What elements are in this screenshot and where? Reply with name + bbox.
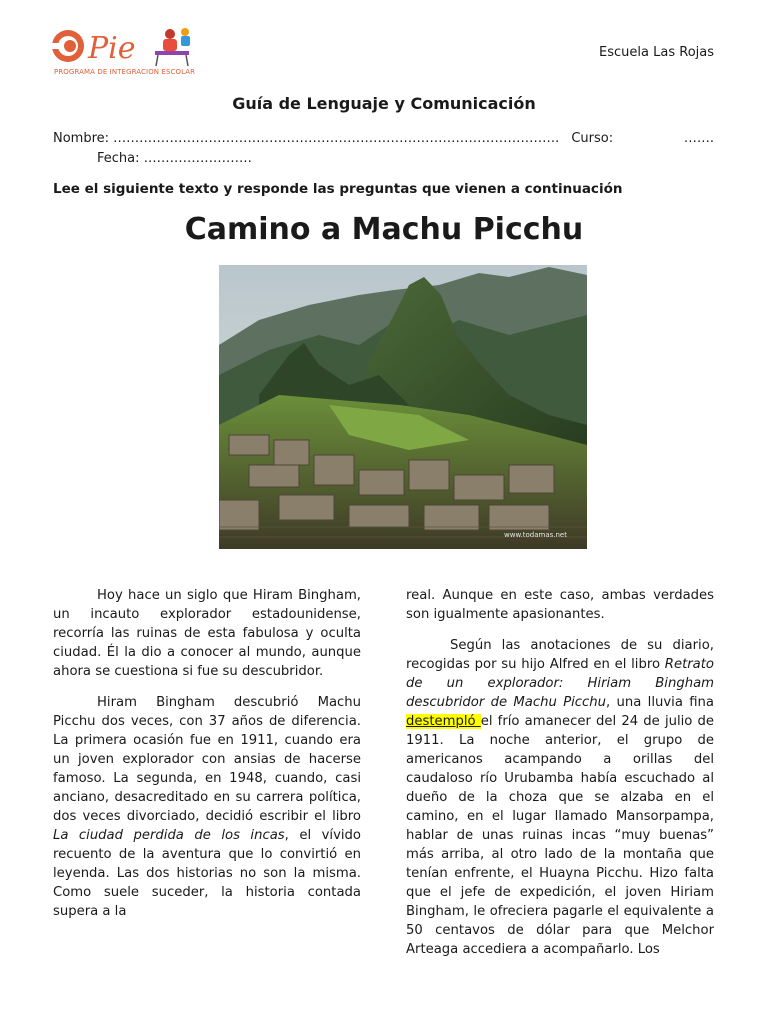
- nombre-line: ………………………………………………………………………………………….: [113, 131, 560, 146]
- paragraph-2-continued: real. Aunque en este caso, ambas verdades son igualmente apasionantes.: [406, 588, 714, 622]
- nombre-row: [53, 131, 714, 146]
- fecha-row: [97, 151, 252, 166]
- machu-picchu-photo: [219, 265, 587, 549]
- nombre-label: Nombre:: [53, 131, 110, 146]
- curso-line: …….: [683, 131, 714, 146]
- fecha-line: …………………….: [143, 151, 252, 166]
- curso-label: Curso:: [571, 131, 614, 146]
- school-name: Escuela Las Rojas: [599, 45, 714, 60]
- book-title-2: Retrato de un explorador: Hiriam Bingham descubridor de Machu Picchu: [406, 657, 714, 710]
- logo-caption: PROGRAMA DE INTEGRACION ESCOLAR: [54, 68, 196, 76]
- text-column-right: [406, 586, 714, 971]
- fecha-label: Fecha:: [97, 151, 140, 166]
- document-title: Guía de Lenguaje y Comunicación: [232, 94, 536, 113]
- logo-wordmark: Pie: [88, 31, 136, 66]
- paragraph-2: Hiram Bingham descubrió Machu Picchu dos veces, con 37 años de diferencia. La primera ocasión fue en 1911, cuando era un joven explorador con ansias de hacerse famoso. La segunda, en 1948, cuando, casi anciano, desacreditado en su carrera política, dos veces divorciado, decidió escribir el libro La ciudad perdida de los incas, el vívido recuento de la aventura que lo convirtió en leyenda. Las dos historias no son la misma. Como suele suceder, la historia contada supera a la: [53, 695, 361, 919]
- reading-title: Camino a Machu Picchu: [184, 212, 584, 247]
- paragraph-3: Según las anotaciones de su diario, recogidas por su hijo Alfred en el libro Retrato de un explorador: Hiriam Bingham descubridor de Machu Picchu, una lluvia fina destempló el frío amanecer del 24 de julio de 1911. La noche anterior, el grupo de americanos acampando a orillas del caudaloso río Urubamba había escuchado al dueño de la choza que se alzaba en el camino, en el lugar llamado Mansorpampa, hablar de unas ruinas incas “muy buenas” más arriba, al otro lado de la montaña que tenían enfrente, el Huayna Picchu. Hizo falta que el jefe de expedición, el joven Hiriam Bingham, le ofreciera pagarle el equivalente a 50 centavos de dólar para que Melchor Arteaga accediera a acompañarlo. Los: [406, 638, 715, 957]
- text-column-left: [53, 586, 361, 933]
- highlighted-word: destempló: [406, 714, 481, 729]
- photo-credit: www.todamas.net: [504, 531, 567, 539]
- book-title-1: La ciudad perdida de los incas: [53, 828, 285, 843]
- paragraph-1: Hoy hace un siglo que Hiram Bingham, un incauto explorador estadounidense, recorría las ruinas de esta fabulosa y oculta ciudad. Él la dio a conocer al mundo, aunque ahora se cuestiona si fue su descubridor.: [53, 588, 361, 679]
- instruction: Lee el siguiente texto y responde las preguntas que vienen a continuación: [53, 181, 623, 197]
